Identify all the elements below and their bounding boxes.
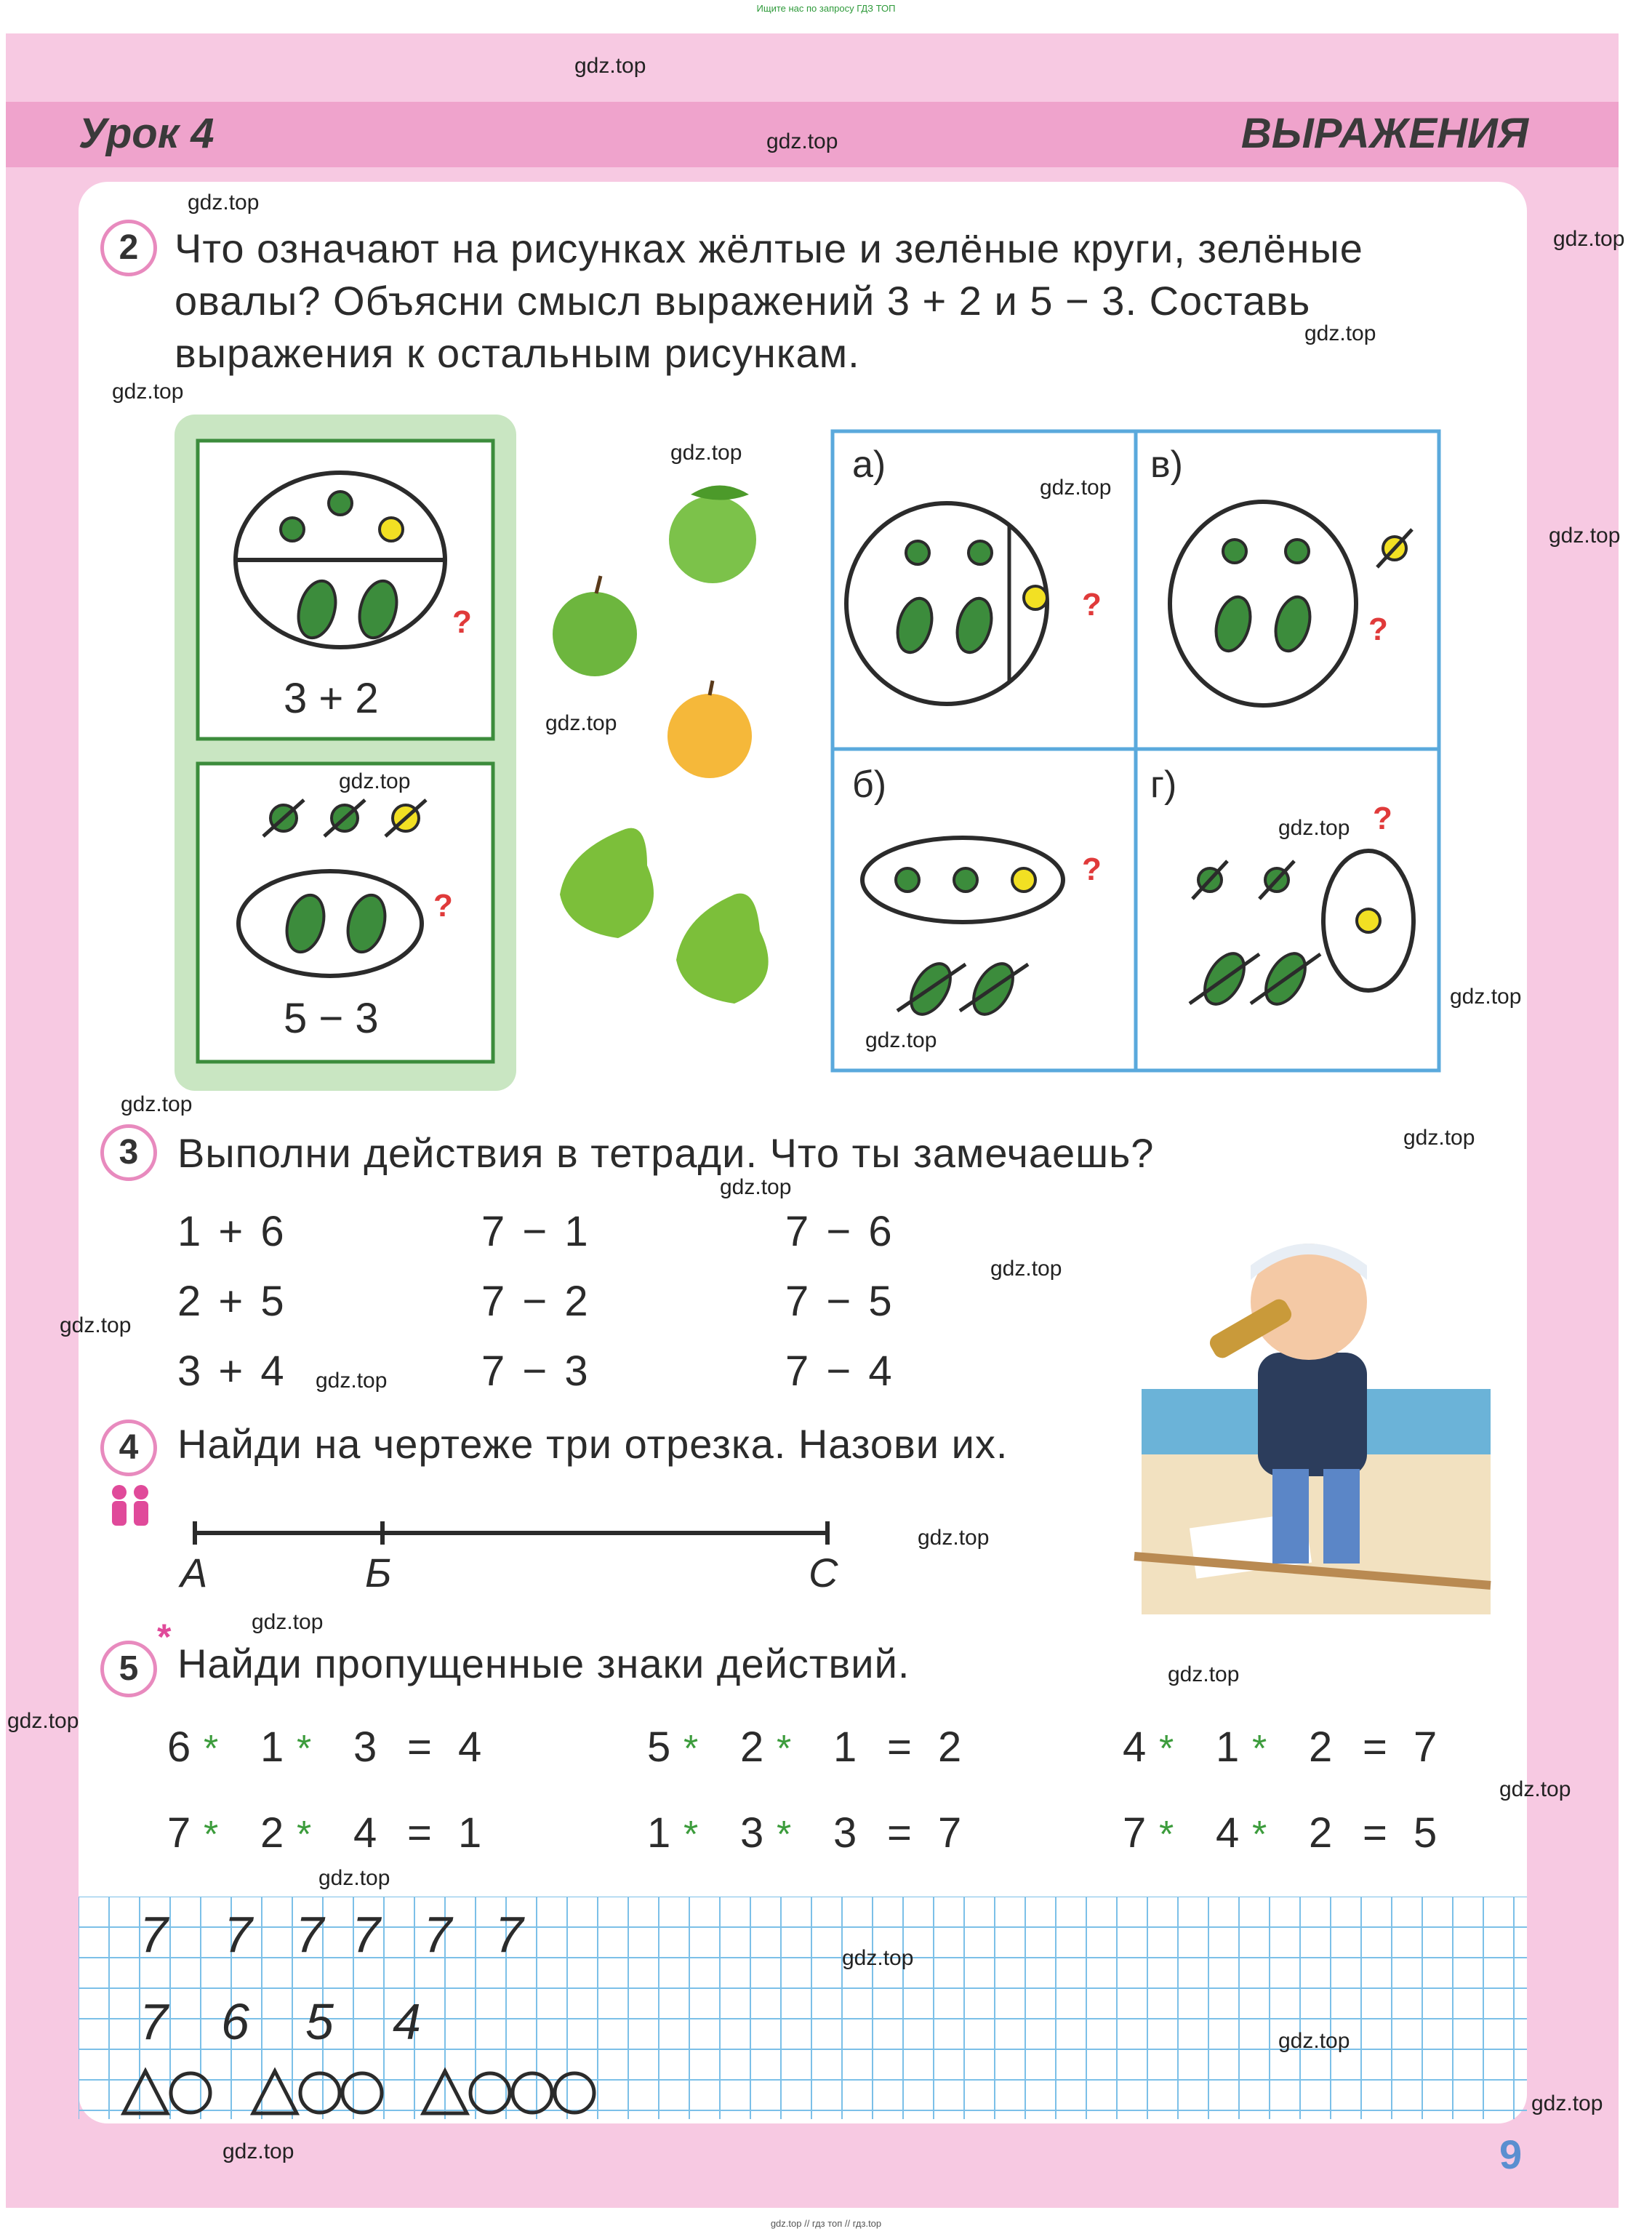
task3-expr: 7 − 2 bbox=[481, 1278, 591, 1325]
equals-sign: = bbox=[887, 1723, 912, 1771]
missing-sign-star: * bbox=[1159, 1728, 1174, 1770]
copybook-digit: 7 7 bbox=[224, 1906, 339, 1963]
missing-sign-star: * bbox=[777, 1814, 792, 1856]
equals-sign: = bbox=[1363, 1723, 1387, 1771]
equation-result: 7 bbox=[938, 1809, 962, 1857]
lesson-title: Урок 4 bbox=[79, 110, 214, 157]
point-b: Б bbox=[365, 1550, 392, 1593]
copybook-triangle bbox=[124, 2071, 167, 2113]
yellow-circle bbox=[380, 518, 403, 541]
watermark: gdz.top bbox=[670, 441, 742, 465]
equation-number: 3 bbox=[353, 1723, 377, 1771]
point-a: А bbox=[180, 1550, 208, 1593]
watermark: gdz.top bbox=[7, 1709, 79, 1733]
task3-expr: 1 + 6 bbox=[177, 1208, 287, 1255]
watermark: gdz.top bbox=[339, 769, 411, 793]
svg-text:?: ? bbox=[1082, 587, 1102, 622]
equation-number: 1 bbox=[833, 1723, 857, 1771]
equation-number: 4 bbox=[353, 1809, 377, 1857]
watermark: gdz.top bbox=[222, 2139, 294, 2163]
task-number-2: 2 bbox=[100, 220, 157, 276]
equation-number: 4 bbox=[1216, 1809, 1240, 1857]
task3-expr: 7 − 1 bbox=[481, 1208, 591, 1255]
watermark: gdz.top bbox=[316, 1369, 388, 1393]
task2-line3: выражения к остальным рисункам. bbox=[175, 330, 860, 376]
watermark: gdz.top bbox=[545, 711, 617, 735]
equation-result: 7 bbox=[1414, 1723, 1438, 1771]
question-mark: ? bbox=[433, 888, 453, 924]
task2-line2: овалы? Объясни смысл выражений 3 + 2 и 5 − 3. Составь bbox=[175, 278, 1311, 324]
watermark: gdz.top bbox=[720, 1175, 792, 1199]
equation-number: 5 bbox=[647, 1723, 671, 1771]
task-number-3: 3 bbox=[100, 1124, 157, 1181]
sailor-boy-illustration bbox=[1112, 1207, 1505, 1614]
equation-number: 1 bbox=[647, 1809, 671, 1857]
watermark: gdz.top bbox=[1499, 1777, 1571, 1801]
watermark: gdz.top bbox=[1304, 321, 1376, 345]
equals-sign: = bbox=[1363, 1809, 1387, 1857]
equation-number: 6 bbox=[167, 1723, 191, 1771]
watermark: gdz.top bbox=[766, 129, 838, 153]
difficulty-star: * bbox=[157, 1617, 172, 1657]
task3-expr: 7 − 6 bbox=[785, 1208, 895, 1255]
equation-result: 4 bbox=[458, 1723, 482, 1771]
task3-text: Выполни действия в тетради. Что ты замечаешь? bbox=[177, 1130, 1155, 1176]
picture-grid bbox=[830, 429, 1441, 1073]
watermark: gdz.top bbox=[1531, 2091, 1603, 2115]
task3-expr: 2 + 5 bbox=[177, 1278, 287, 1325]
equation-number: 1 bbox=[260, 1723, 284, 1771]
equation-result: 2 bbox=[938, 1723, 962, 1771]
expr-bottom: 5 − 3 bbox=[284, 995, 379, 1042]
equation-number: 3 bbox=[740, 1809, 764, 1857]
equation-number: 2 bbox=[1309, 1809, 1333, 1857]
watermark: gdz.top bbox=[121, 1092, 193, 1116]
pear bbox=[676, 894, 769, 1004]
equation-number: 1 bbox=[1216, 1723, 1240, 1771]
equals-sign: = bbox=[887, 1809, 912, 1857]
missing-sign-star: * bbox=[297, 1728, 312, 1770]
task-number-5: 5 bbox=[100, 1641, 157, 1697]
apple-green bbox=[669, 486, 756, 584]
label-v: в) bbox=[1150, 444, 1183, 486]
missing-sign-star: * bbox=[1159, 1814, 1174, 1856]
missing-signs-equations bbox=[167, 1709, 1476, 1883]
task3-expr: 7 − 4 bbox=[785, 1348, 895, 1395]
copybook-grid bbox=[79, 1897, 1527, 2119]
watermark: gdz.top bbox=[60, 1313, 132, 1337]
missing-sign-star: * bbox=[204, 1728, 219, 1770]
point-c: С bbox=[809, 1550, 838, 1593]
equation-number: 7 bbox=[1123, 1809, 1147, 1857]
svg-text:?: ? bbox=[1082, 852, 1102, 887]
task4-text: Найди на чертеже три отрезка. Назови их. bbox=[177, 1421, 1009, 1467]
watermark: gdz.top bbox=[188, 191, 260, 215]
missing-sign-star: * bbox=[204, 1814, 219, 1856]
watermark: gdz.top bbox=[990, 1257, 1062, 1281]
equation-result: 5 bbox=[1414, 1809, 1438, 1857]
segment-drawing bbox=[175, 1513, 873, 1593]
watermark: gdz.top bbox=[1450, 985, 1522, 1009]
equals-sign: = bbox=[407, 1809, 432, 1857]
label-a: а) bbox=[852, 444, 886, 486]
svg-text:?: ? bbox=[1368, 612, 1388, 647]
fruit-illustration bbox=[538, 473, 814, 1025]
pear bbox=[560, 828, 654, 938]
bottom-note: gdz.top // гдз топ // гдз.top bbox=[770, 2218, 882, 2229]
apple-yellow bbox=[667, 681, 752, 778]
task3-expr: 3 + 4 bbox=[177, 1348, 287, 1395]
watermark: gdz.top bbox=[574, 54, 646, 78]
pair-work-icon bbox=[106, 1484, 156, 1530]
copybook-triangle bbox=[253, 2071, 297, 2113]
missing-sign-star: * bbox=[683, 1728, 699, 1770]
watermark: gdz.top bbox=[1553, 227, 1625, 251]
label-b: б) bbox=[852, 764, 887, 806]
copybook-digit: 7 7 7 bbox=[352, 1906, 538, 1963]
equals-sign: = bbox=[407, 1723, 432, 1771]
question-mark: ? bbox=[452, 604, 472, 640]
copybook-digit: 7 bbox=[140, 1993, 183, 2050]
equation-number: 7 bbox=[167, 1809, 191, 1857]
expr-top: 3 + 2 bbox=[284, 675, 379, 722]
watermark: gdz.top bbox=[1549, 524, 1621, 548]
copybook-digit: 6 bbox=[221, 1993, 264, 2050]
missing-sign-star: * bbox=[1252, 1728, 1267, 1770]
missing-sign-star: * bbox=[683, 1814, 699, 1856]
green-circle bbox=[281, 518, 304, 541]
apple-green bbox=[553, 576, 637, 676]
task5-text: Найди пропущенные знаки действий. bbox=[177, 1641, 910, 1686]
svg-text:?: ? bbox=[1373, 801, 1392, 836]
label-g: г) bbox=[1150, 764, 1177, 806]
watermark: gdz.top bbox=[1278, 2029, 1350, 2053]
equation-number: 2 bbox=[740, 1723, 764, 1771]
watermark: gdz.top bbox=[1403, 1126, 1475, 1150]
topic-title: ВЫРАЖЕНИЯ bbox=[1240, 110, 1528, 157]
watermark: gdz.top bbox=[112, 380, 184, 404]
copybook-digit: 4 bbox=[393, 1993, 436, 2050]
watermark: gdz.top bbox=[1040, 476, 1112, 500]
copybook-digit: 5 bbox=[305, 1993, 348, 2050]
equation-number: 2 bbox=[260, 1809, 284, 1857]
missing-sign-star: * bbox=[777, 1728, 792, 1770]
missing-sign-star: * bbox=[297, 1814, 312, 1856]
top-note: Ищите нас по запросу ГДЗ ТОП bbox=[756, 3, 896, 14]
equation-number: 3 bbox=[833, 1809, 857, 1857]
watermark: gdz.top bbox=[318, 1866, 390, 1890]
watermark: gdz.top bbox=[1168, 1662, 1240, 1686]
example-card bbox=[175, 415, 516, 1091]
task2-line1: Что означают на рисунках жёлтые и зелёные круги, зелёные bbox=[175, 225, 1363, 271]
task3-expr: 7 − 5 bbox=[785, 1278, 895, 1325]
green-circle bbox=[329, 492, 352, 515]
equation-number: 2 bbox=[1309, 1723, 1333, 1771]
watermark: gdz.top bbox=[1278, 816, 1350, 840]
watermark: gdz.top bbox=[918, 1526, 990, 1550]
missing-sign-star: * bbox=[1252, 1814, 1267, 1856]
watermark: gdz.top bbox=[842, 1946, 914, 1970]
watermark: gdz.top bbox=[252, 1610, 324, 1634]
page-number: 9 bbox=[1499, 2131, 1523, 2177]
watermark: gdz.top bbox=[865, 1028, 937, 1052]
task-number-4: 4 bbox=[100, 1420, 157, 1476]
equation-number: 4 bbox=[1123, 1723, 1147, 1771]
task3-expr: 7 − 3 bbox=[481, 1348, 591, 1395]
copybook-digit: 7 bbox=[140, 1906, 183, 1963]
equation-result: 1 bbox=[458, 1809, 482, 1857]
